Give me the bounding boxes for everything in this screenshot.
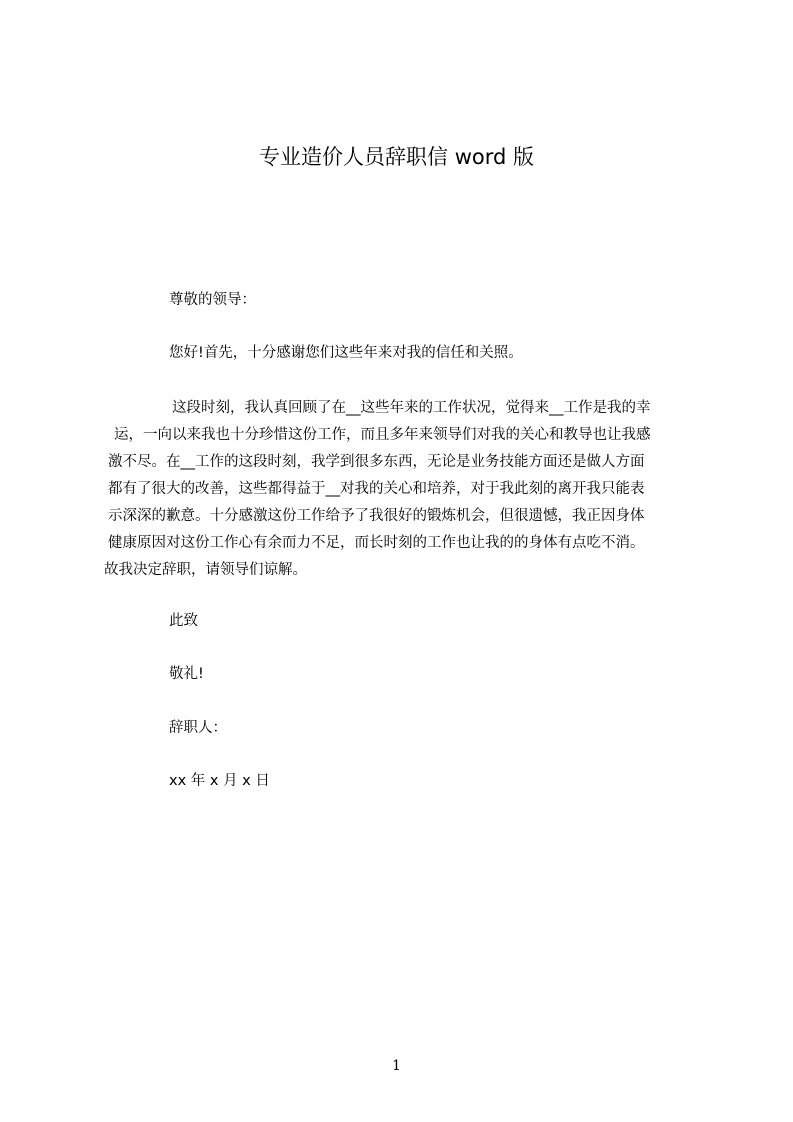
body-line: 激不尽。在__工作的这段时刻，我学到很多东西，无论是业务技能方面还是做人方面	[108, 454, 645, 470]
body-line: 都有了很大的改善，这些都得益于__对我的关心和培养，对于我此刻的离开我只能表	[108, 481, 645, 497]
body-line: 运，一向以来我也十分珍惜这份工作，而且多年来领导们对我的关心和教导也让我感	[114, 427, 651, 443]
salutation: 尊敬的领导：	[169, 292, 256, 308]
closing-salute: 敬礼!	[169, 666, 204, 682]
body-line: 故我决定辞职，请领导们谅解。	[104, 562, 307, 578]
document-title: 专业造价人员辞职信 word 版	[259, 145, 534, 169]
signature-label: 辞职人：	[169, 720, 227, 736]
page-number: 1	[392, 1058, 401, 1074]
body-line: 健康原因对这份工作心有余而力不足，而长时刻的工作也让我的的身体有点吃不消。	[108, 535, 645, 551]
closing-line: 此致	[169, 613, 198, 629]
body-line: 示深深的歉意。十分感激这份工作给予了我很好的锻炼机会，但很遗憾，我正因身体	[108, 508, 645, 524]
date-line: xx 年 x 月 x 日	[169, 773, 270, 789]
body-line: 这段时刻，我认真回顾了在__这些年来的工作状况，觉得来__工作是我的幸	[172, 400, 651, 416]
greeting-paragraph: 您好!首先，十分感谢您们这些年来对我的信任和关照。	[169, 345, 523, 361]
